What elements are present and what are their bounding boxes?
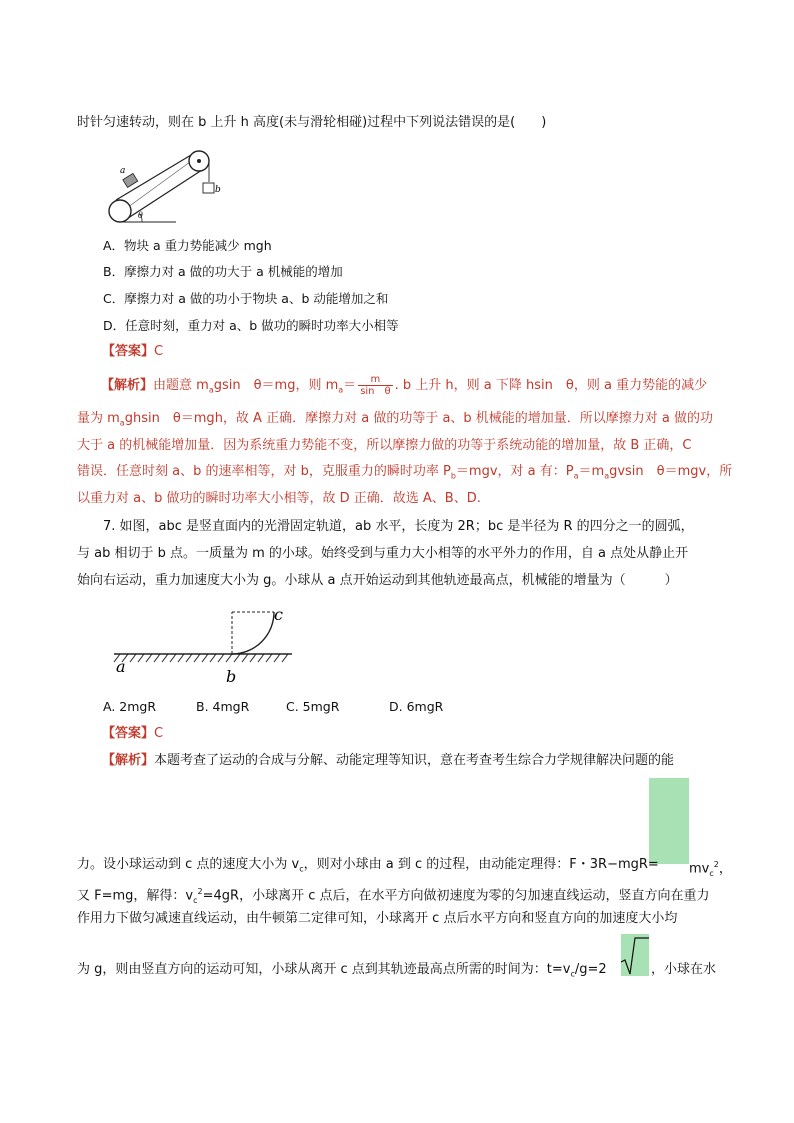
- q7-track-figure: [110, 604, 300, 686]
- q7-fig-label-a: a: [116, 657, 126, 676]
- q6-stem: 时针匀速转动，则在 b 上升 h 高度(未与滑轮相碰)过程中下列说法错误的是( ): [77, 115, 547, 130]
- q7-analysis-text: 又 F=mg，解得：v: [77, 888, 194, 904]
- q7-analysis-text: 为 g，则由竖直方向的运动可知，小球从离开 c 点到其轨迹最高点所需的时间为：t=v: [77, 962, 571, 977]
- q6-fig-label-theta: θ: [138, 211, 143, 220]
- subscript: c: [570, 969, 575, 979]
- q6-analysis-label: 【解析】: [101, 378, 154, 393]
- q7-analysis-text: 本题考查了运动的合成与分解、动能定理等知识，意在考查考生综合力学规律解决问题的能: [154, 753, 675, 768]
- q6-analysis-line-5: 以重力对 a、b 做功的瞬时功率大小相等，故 D 正确．故选 A、B、D.: [77, 491, 481, 506]
- subscript: a: [208, 385, 214, 395]
- q6-analysis-line-4: [77, 463, 732, 486]
- q6-option-d: D．任意时刻，重力对 a、b 做功的瞬时功率大小相等: [103, 318, 399, 333]
- q7-option-c: C. 5mgR: [286, 699, 340, 714]
- q7-answer-label: 【答案】: [102, 726, 155, 741]
- q7-answer-value: C: [154, 726, 164, 741]
- q7-analysis-line-3: [77, 883, 710, 910]
- q6-analysis-text: ghsin θ＝mgh，故 A 正确．摩擦力对 a 做的功等于 a、b 机械能的增加量．所以摩擦力对 a 做的功: [124, 411, 714, 426]
- q6-analysis-text: ＝m: [578, 464, 605, 479]
- q7-analysis-text: mv: [689, 861, 710, 877]
- q7-analysis-line-5-tail: ，小球在水: [651, 962, 717, 977]
- q6-answer-value: C: [154, 344, 164, 359]
- q7-stem-line-3: 始向右运动，重力加速度大小为 g。小球从 a 点开始运动到其他轨迹最高点，机械能的增量为（ ）: [77, 573, 678, 588]
- subscript: c: [299, 864, 304, 874]
- q7-analysis-line-2-tail: [689, 856, 732, 883]
- q7-stem-line-2: 与 ab 相切于 b 点。一质量为 m 的小球。始终受到与重力大小相等的水平外力的作用，自 a 点处从静止开: [77, 546, 689, 561]
- q6-analysis-text: 错误．任意时刻 a、b 的速率相等，对 b，克服重力的瞬时功率 P: [77, 464, 451, 479]
- q7-analysis-text: /g=2: [574, 962, 607, 977]
- q6-analysis-text: ＝mgv，对 a 有：P: [455, 464, 574, 479]
- sqrt-symbol-icon: [619, 934, 651, 978]
- subscript: a: [573, 471, 579, 481]
- q6-fig-label-a: a: [120, 166, 126, 176]
- q6-analysis-text: gsin θ＝mg，则 m: [213, 378, 339, 393]
- q7-analysis-line-1: [102, 752, 674, 770]
- q7-analysis-text: ，则对小球由 a 到 c 的过程，由动能定理得：F・3R−mgR=: [303, 857, 659, 872]
- subscript: b: [450, 471, 456, 481]
- q7-fig-label-c: c: [274, 605, 283, 624]
- q6-answer-line: [102, 343, 163, 361]
- q7-analysis-text: 力。设小球运动到 c 点的速度大小为 v: [77, 857, 300, 872]
- formula-placeholder-block: [649, 778, 689, 864]
- q6-option-b: B．摩擦力对 a 做的功大于 a 机械能的增加: [103, 264, 343, 279]
- q7-stem-line-1: 7. 如图，abc 是竖直面内的光滑固定轨道，ab 水平，长度为 2R；bc 是半径为 R 的四分之一的圆弧，: [103, 519, 694, 534]
- q7-analysis-text: =4gR，小球离开 c 点后，在水平方向做初速度为零的匀加速直线运动，竖直方向在重力: [202, 888, 710, 904]
- q7-analysis-line-4: 作用力下做匀减速直线运动，由牛顿第二定律可知，小球离开 c 点后水平方向和竖直方向的加速度大小均: [77, 911, 678, 926]
- q6-analysis-text: . b 上升 h，则 a 下降 hsin θ，则 a 重力势能的减少: [394, 378, 708, 393]
- superscript: 2: [713, 860, 719, 869]
- q6-analysis-text: gvsin θ＝mgv，所: [609, 464, 733, 479]
- q6-option-a: A．物块 a 重力势能减少 mgh: [103, 238, 272, 253]
- q7-analysis-line-2: [77, 856, 659, 879]
- q6-analysis-text: 量为 m: [77, 411, 120, 426]
- q7-fig-label-b: b: [226, 667, 237, 686]
- q6-fig-label-b: b: [215, 185, 221, 195]
- q6-analysis-text: 由题意 m: [153, 378, 209, 393]
- q6-analysis-line-2: [77, 410, 713, 433]
- fraction-denominator: sin θ: [360, 386, 391, 397]
- q7-analysis-line-5: [77, 961, 607, 984]
- q7-option-a: A. 2mgR: [103, 699, 157, 714]
- subscript: a: [604, 471, 610, 481]
- subscript: a: [338, 385, 344, 395]
- fraction-numerator: m: [358, 374, 392, 386]
- q7-option-b: B. 4mgR: [196, 699, 250, 714]
- q7-answer-line: [102, 725, 163, 743]
- q6-analysis-line-1: [101, 374, 707, 400]
- fraction-m-over-sin-theta: [358, 374, 392, 397]
- q7-option-d: D. 6mgR: [389, 699, 444, 714]
- q6-incline-pulley-figure: [100, 140, 220, 224]
- q6-analysis-text: ＝: [343, 378, 357, 393]
- subscript: a: [119, 418, 125, 428]
- subscript: c: [709, 868, 714, 878]
- q6-option-c: C．摩擦力对 a 做的功小于物块 a、b 动能增加之和: [103, 291, 389, 306]
- subscript: c: [193, 895, 198, 905]
- q7-analysis-text: ，: [718, 861, 732, 877]
- q6-analysis-line-3: 大于 a 的机械能增加量．因为系统重力势能不变，所以摩擦力做的功等于系统动能的增加量，故 B 正确，C: [77, 438, 692, 453]
- q7-analysis-label: 【解析】: [102, 753, 155, 768]
- q6-answer-label: 【答案】: [102, 344, 155, 359]
- superscript: 2: [197, 887, 203, 896]
